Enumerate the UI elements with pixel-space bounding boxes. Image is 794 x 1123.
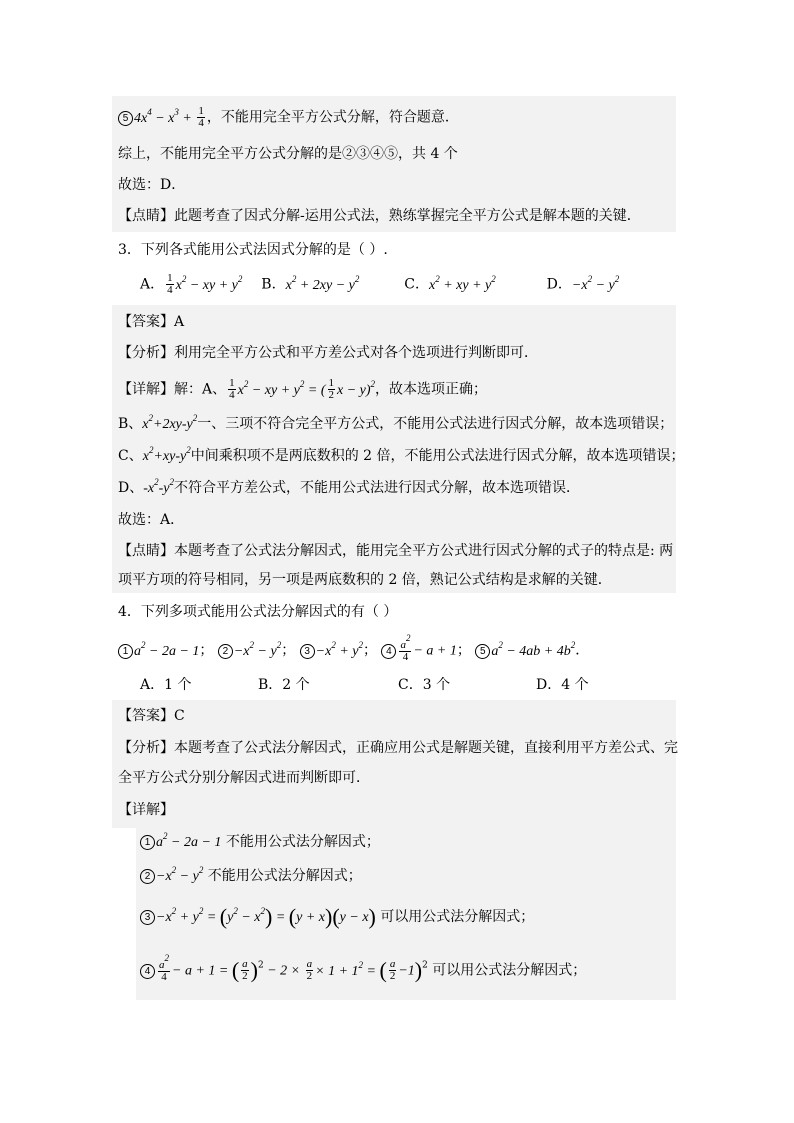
- option-d[interactable]: D．4 个: [536, 677, 589, 693]
- option-a[interactable]: A．1 个: [140, 677, 192, 693]
- q3-detail-d: D、$-x^2-y^2$不符合平方差公式，不能用公式法进行因式分解，故本选项错误．: [118, 477, 581, 496]
- q4-answer: 【答案】C: [118, 708, 185, 724]
- q4-analysis-2: 全平方公式分别分解因式进而判断即可．: [118, 770, 370, 786]
- option-a[interactable]: A．: [140, 276, 165, 293]
- question-4-options: [140, 675, 589, 695]
- q4-analysis-1: 【分析】本题考查了公式法分解因式，正确应用公式是解题关键，直接利用平方差公式、完: [118, 740, 678, 756]
- q3-answer: 【答案】A: [118, 314, 185, 330]
- q4-detail-3: $3 -x^2 + y^2 = (y^2 - x^2) = (y + x)(y - x)$ 可以用公式法分解因式；: [140, 907, 534, 928]
- q4-detail-1: 1 $a^2 - 2a - 1$ 不能用公式法分解因式；: [140, 832, 380, 853]
- line-item-5: 5 $4x^4 - x^3$ + $\frac{1}{4}$ ，不能用完全平方公式分解，符合题意．: [118, 106, 459, 129]
- q3-detail-a: 【详解】解：A、 $\frac{1}{4}$ $x^2$ − xy + $y^2$ = ( $\frac{1}{2}$ x − y)$^2$，故本选项正确；: [118, 377, 488, 401]
- option-b[interactable]: B．: [261, 276, 286, 293]
- solution-panel-q4: [112, 700, 676, 828]
- q3-choose: 故选：A．: [118, 512, 185, 528]
- q3-detail-c: C、$x^2+xy-y^2$中间乘积项不是两底数积的 2 倍，不能用公式法进行因式分解，故本选项错误；: [118, 445, 685, 464]
- choice-line: 故选：D．: [118, 177, 186, 193]
- summary-line: 综上，不能用完全平方公式分解的是②③④⑤，共 4 个: [118, 146, 458, 162]
- question-3-options: A． $\frac{1}{4}$ $x^2$ − xy + $y^2$ B．$x^2 + 2xy - y^2$ C．$x^2$ + xy + $y^2$ D．$-x^2 - y^2$: [140, 272, 620, 296]
- q3-detail-b: B、$x^2+2xy-y^2$一、三项不符合完全平方公式，不能用公式法进行因式分解，故本选项错误；: [118, 413, 674, 432]
- option-c[interactable]: C．3 个: [398, 677, 451, 693]
- question-4-items: 1 $a^2 - 2a - 1$； $2 -x^2 - y^2$； $3 -x^2 + y^2$； 4 $\frac{a^2}{4}$ − a + 1； 5 $a^2 - 4ab + 4b^2$．: [118, 638, 589, 663]
- q3-note-2: 项平方项的符号相同，另一项是两底数积的 2 倍，熟记公式结构是求解的关键．: [118, 572, 612, 588]
- option-d[interactable]: D．: [546, 276, 572, 293]
- q3-analysis: 【分析】利用完全平方公式和平方差公式对各个选项进行判断即可．: [118, 345, 538, 361]
- q4-detail-4: 4 $\frac{a^2}{4}$ − a + 1 = ( $\frac{a}{2}$ )$^2$ − 2 × $\frac{a}{2}$ × $1 + 1^2$ = ( $\frac{a}{2}$ −1)$^2$ 可以用公式法分解因式；: [140, 958, 586, 983]
- option-c[interactable]: C．: [404, 276, 429, 293]
- question-3-stem: 3．下列各式能用公式法因式分解的是（ ）.: [118, 242, 388, 258]
- option-b[interactable]: B．2 个: [258, 677, 310, 693]
- q4-detail-2: $2 -x^2 - y^2$ 不能用公式法分解因式；: [140, 866, 362, 887]
- question-4-stem: 4．下列多项式能用公式法分解因式的有（ ）: [118, 604, 398, 620]
- q3-note-1: 【点睛】本题考查了公式法分解因式，能用完全平方公式进行因式分解的式子的特点是: 两: [118, 543, 674, 559]
- note-line: 【点睛】此题考查了因式分解-运用公式法，熟练掌握完全平方公式是解本题的关键．: [118, 208, 641, 224]
- q4-detail-heading: 【详解】: [118, 802, 174, 818]
